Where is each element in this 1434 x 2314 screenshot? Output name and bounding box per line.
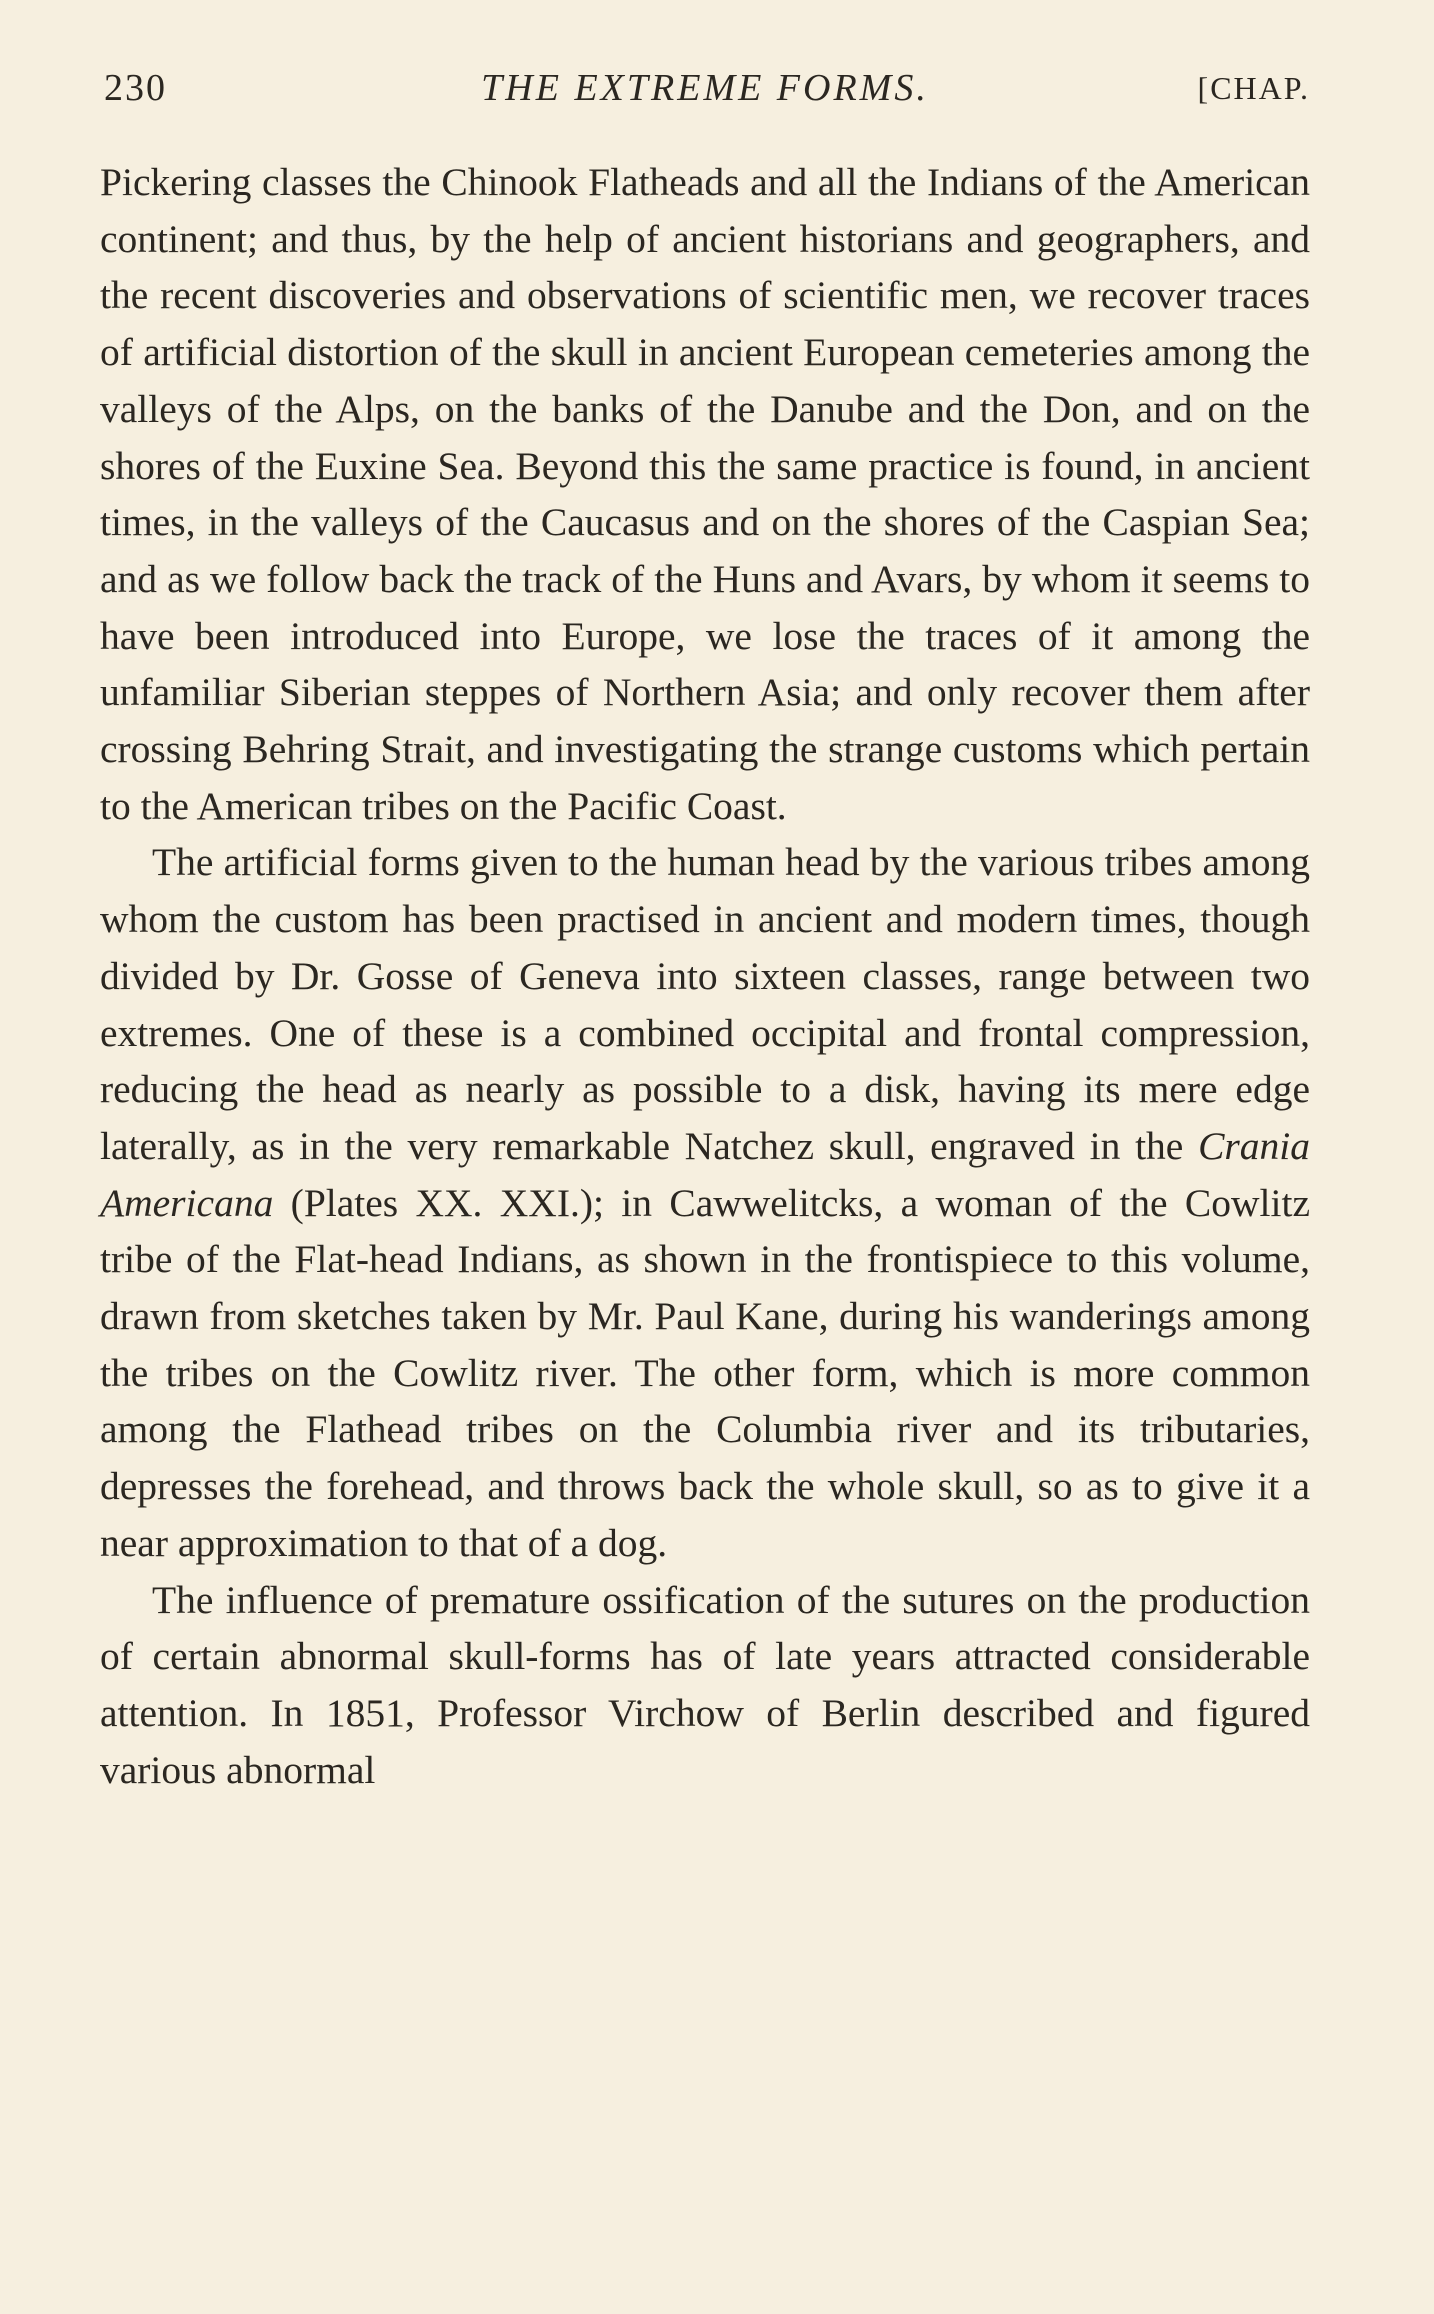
page-number: 230 — [104, 67, 167, 109]
paragraph-2-part-1: The artificial forms given to the human head by the various tribes among whom the custom has been practised in ancient and modern times, though divided by Dr. Gosse of Geneva into sixteen classes, range between two extremes. One of these is a combined occipital and frontal compression, reducing the head as nearly as possible to a disk, having its mere edge laterally, as in the very remarkable Natchez skull, engraved in the — [100, 840, 1310, 1168]
running-head — [100, 58, 1310, 118]
running-title: THE EXTREME FORMS. — [481, 67, 929, 109]
body-text — [100, 154, 1310, 1798]
crania-americana-title: Crania Americana — [100, 1123, 1311, 1225]
chapter-label: [CHAP. — [1197, 70, 1310, 106]
paragraph-3: The influence of premature ossification of the sutures on the production of certain abnormal skull-forms has of late years attracted considerable attention. In 1851, Professor Virchow of Berlin described and figured various abnormal — [100, 1577, 1310, 1792]
paragraph-2 — [100, 834, 1310, 1571]
paragraph-1: Pickering classes the Chinook Flatheads and all the Indians of the American continent; and thus, by the help of ancient historians and geographers, and the recent discoveries and observations of scientific men, we recover traces of artificial distortion of the skull in ancient European cemeteries among the valleys of the Alps, on the banks of the Danube and the Don, and on the shores of the Euxine Sea. Beyond this the same practice is found, in ancient times, in the valleys of the Caucasus and on the shores of the Caspian Sea; and as we follow back the track of the Huns and Avars, by whom it seems to have been introduced into Europe, we lose the traces of it among the unfamiliar Siberian steppes of Northern Asia; and only recover them after crossing Behring Strait, and investigating the strange customs which pertain to the American tribes on the Pacific Coast. — [100, 160, 1310, 828]
paragraph-2-part-2: (Plates XX. XXI.); in Cawwelitcks, a woman of the Cowlitz tribe of the Flat-head Indians, as shown in the frontispiece to this volume, drawn from sketches taken by Mr. Paul Kane, during his wanderings among the tribes on the Cowlitz river. The other form, which is more common among the Flathead tribes on the Columbia river and its tributaries, depresses the forehead, and throws back the whole skull, so as to give it a near approximation to that of a dog. — [100, 1180, 1310, 1565]
